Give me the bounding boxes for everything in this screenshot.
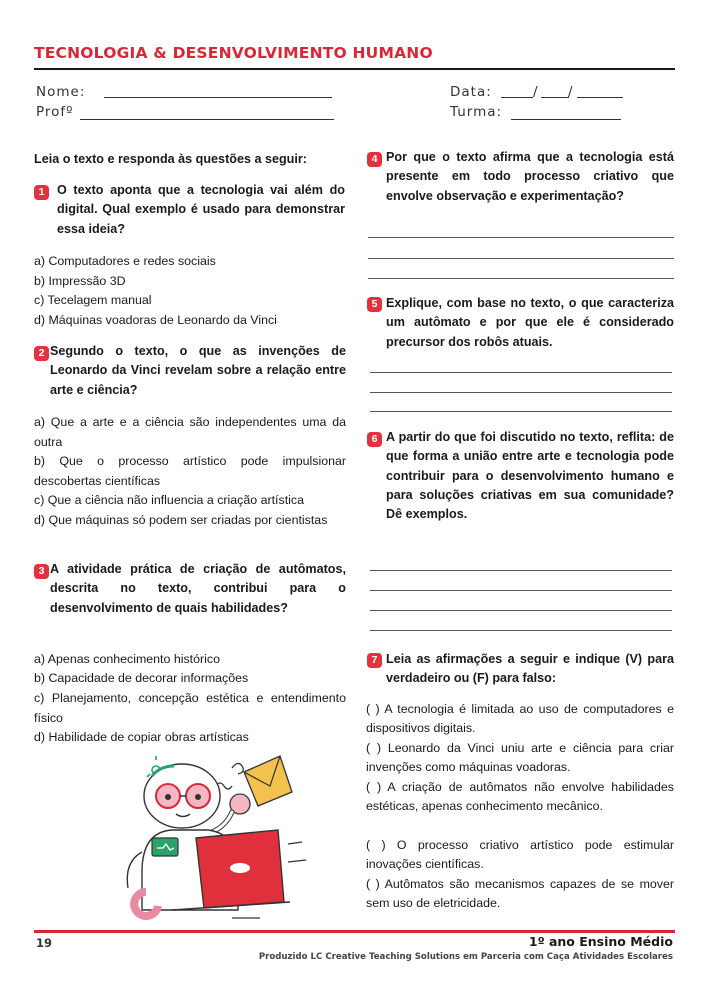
answer-line[interactable]: [370, 411, 672, 412]
question-3-option-b[interactable]: b) Capacidade de decorar informações: [34, 671, 249, 685]
answer-line[interactable]: [370, 590, 672, 591]
answer-line[interactable]: [370, 610, 672, 611]
question-number-badge: 6: [367, 432, 382, 447]
question-7-text: Leia as afirmações a seguir e indique (V) para verdadeiro ou (F) para falso:: [386, 652, 674, 686]
question-number-badge: 1: [34, 185, 49, 200]
answer-line[interactable]: [370, 630, 672, 631]
answer-line[interactable]: [370, 372, 672, 373]
question-2-text: Segundo o texto, o que as invenções de Leonardo da Vinci revelam sobre a relação entre arte e ciência?: [50, 344, 346, 397]
nome-field[interactable]: [104, 97, 332, 98]
question-2-option-d[interactable]: d) Que máquinas só podem ser criadas por cientistas: [34, 513, 328, 527]
page-title: TECNOLOGIA & DESENVOLVIMENTO HUMANO: [34, 44, 433, 62]
true-false-statement[interactable]: ( ) A tecnologia é limitada ao uso de computadores e dispositivos digitais.: [366, 702, 674, 736]
question-1-option-b[interactable]: b) Impressão 3D: [34, 274, 126, 288]
question-number-badge: 7: [367, 653, 382, 668]
data-year-field[interactable]: [577, 97, 623, 98]
prof-field[interactable]: [80, 119, 334, 120]
date-slash: /: [568, 84, 574, 100]
question-2-option-a[interactable]: a) Que a arte e a ciência são independentes uma da outra: [34, 415, 346, 449]
answer-line[interactable]: [370, 570, 672, 571]
question-3-option-c[interactable]: c) Planejamento, concepção estética e entendimento físico: [34, 691, 346, 725]
answer-line[interactable]: [368, 278, 674, 279]
question-number-badge: 2: [34, 346, 49, 361]
question-number-badge: 4: [367, 152, 382, 167]
question-3-option-a[interactable]: a) Apenas conhecimento histórico: [34, 652, 220, 666]
answer-line[interactable]: [370, 392, 672, 393]
question-number-badge: 5: [367, 297, 382, 312]
data-month-field[interactable]: [541, 97, 569, 98]
question-number-badge: 3: [34, 564, 49, 579]
footer-divider: [34, 930, 675, 933]
turma-field[interactable]: [511, 119, 621, 120]
date-slash: /: [533, 84, 539, 100]
grade-level: 1º ano Ensino Médio: [528, 934, 673, 949]
question-6-text: A partir do que foi discutido no texto, reflita: de que forma a união entre arte e tecnologia pode contribuir para o desenvolvimento humano e para soluções criativas em sua comunidade? Dê exemplos.: [386, 430, 674, 522]
question-4-text: Por que o texto afirma que a tecnologia está presente em todo processo criativo que envolve observação e experimentação?: [386, 150, 674, 203]
turma-label: Turma:: [450, 104, 503, 120]
question-1-option-d[interactable]: d) Máquinas voadoras de Leonardo da Vinci: [34, 313, 277, 327]
question-3-option-d[interactable]: d) Habilidade de copiar obras artísticas: [34, 730, 249, 744]
question-3-text: A atividade prática de criação de autômatos, descrita no texto, contribui para o desenvolvimento de quais habilidades?: [50, 562, 346, 615]
answer-line[interactable]: [368, 258, 674, 259]
instructions: Leia o texto e responda às questões a seguir:: [34, 152, 307, 166]
data-day-field[interactable]: [501, 97, 533, 98]
title-divider: [34, 68, 675, 70]
data-label: Data:: [450, 84, 492, 100]
true-false-statement[interactable]: ( ) Autômatos são mecanismos capazes de se mover sem uso de eletricidade.: [366, 877, 674, 911]
true-false-statement[interactable]: ( ) O processo criativo artístico pode estimular inovações científicas.: [366, 838, 674, 872]
question-5-text: Explique, com base no texto, o que caracteriza um autômato e por que ele é considerado precursor dos robôs atuais.: [386, 296, 674, 349]
robot-with-laptop-illustration: [112, 752, 342, 922]
question-1-text: O texto aponta que a tecnologia vai além do digital. Qual exemplo é usado para demonstrar essa ideia?: [57, 183, 345, 236]
prof-label: Profº: [36, 104, 74, 120]
nome-label: Nome:: [36, 84, 86, 100]
page-number: 19: [36, 936, 53, 950]
question-2-option-c[interactable]: c) Que a ciência não influencia a criação artística: [34, 493, 304, 507]
answer-line[interactable]: [368, 237, 674, 238]
credit-line: Produzido LC Creative Teaching Solutions em Parceria com Caça Atividades Escolares: [258, 952, 673, 962]
question-2-option-b[interactable]: b) Que o processo artístico pode impulsionar descobertas científicas: [34, 454, 346, 488]
true-false-statement[interactable]: ( ) A criação de autômatos não envolve habilidades estéticas, apenas conhecimento mecânico.: [366, 780, 674, 814]
envelope-icon: [244, 756, 292, 806]
true-false-statement[interactable]: ( ) Leonardo da Vinci uniu arte e ciência para criar invenções como máquinas voadoras.: [366, 741, 674, 775]
question-1-option-c[interactable]: c) Tecelagem manual: [34, 293, 152, 307]
question-1-option-a[interactable]: a) Computadores e redes sociais: [34, 254, 216, 268]
